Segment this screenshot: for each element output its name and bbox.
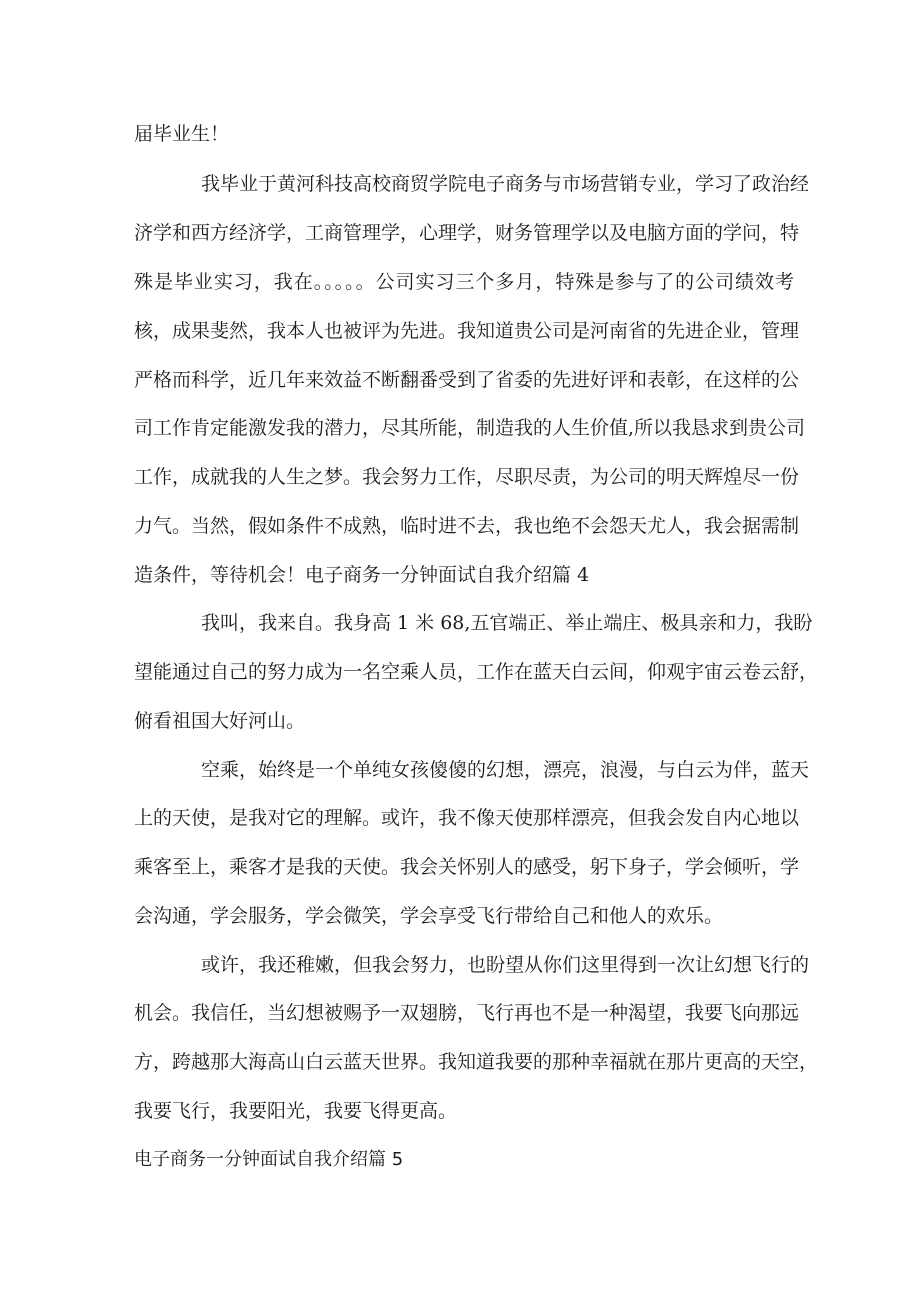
text-line: 乘客至上，乘客才是我的天使。我会关怀别人的感受，躬下身子，学会倾听，学 [134,856,800,878]
text-line: 工作，成就我的人生之梦。我会努力工作，尽职尽责，为公司的明天辉煌尽一份 [134,466,800,488]
text-line: 核，成果斐然，我本人也被评为先进。我知道贵公司是河南省的先进企业，管理 [134,320,800,342]
text-line: 方，跨越那大海高山白云蓝天世界。我知道我要的那种幸福就在那片更高的天空， [134,1051,819,1073]
section-heading: 电子商务一分钟面试自我介绍篇 5 [134,1149,404,1170]
text-line: 济学和西方经济学，工商管理学，心理学，财务管理学以及电脑方面的学问，特 [134,222,800,244]
text-line: 我要飞行，我要阳光，我要飞得更高。 [134,1100,458,1122]
text-line: 力气。当然，假如条件不成熟，临时进不去，我也绝不会怨天尤人，我会据需制 [134,515,800,537]
text-line: 望能通过自己的努力成为一名空乘人员，工作在蓝天白云间，仰观宇宙云卷云舒， [134,661,819,683]
text-line: 机会。我信任，当幻想被赐予一双翅膀，飞行再也不是一种渴望，我要飞向那远 [134,1002,800,1024]
paragraph-first-line: 我毕业于黄河科技高校商贸学院电子商务与市场营销专业，学习了政治经 [201,173,810,195]
text-line: 严格而科学，近几年来效益不断翻番受到了省委的先进好评和表彰，在这样的公 [134,369,800,391]
text-line: 司工作肯定能激发我的潜力，尽其所能，制造我的人生价值,所以我恳求到贵公司 [134,417,806,439]
text-line: 造条件，等待机会！电子商务一分钟面试自我介绍篇 4 [134,564,590,586]
paragraph-first-line: 或许，我还稚嫩，但我会努力，也盼望从你们这里得到一次让幻想飞行的 [201,954,810,976]
text-line: 上的天使，是我对它的理解。或许，我不像天使那样漂亮，但我会发自内心地以 [134,807,800,829]
paragraph-first-line: 空乘，始终是一个单纯女孩傻傻的幻想，漂亮，浪漫，与白云为伴，蓝天 [201,759,810,781]
text-line: 会沟通，学会服务，学会微笑，学会享受飞行带给自己和他人的欢乐。 [134,905,724,927]
text-line: 届毕业生！ [134,123,230,145]
text-line: 俯看祖国大好河山。 [134,710,306,732]
text-line: 殊是毕业实习，我在。。。。。公司实习三个多月，特殊是参与了的公司绩效考 [134,271,794,293]
paragraph-first-line: 我叫，我来自。我身高 1 米 68,五官端正、举止端庄、极具亲和力，我盼 [201,612,813,634]
